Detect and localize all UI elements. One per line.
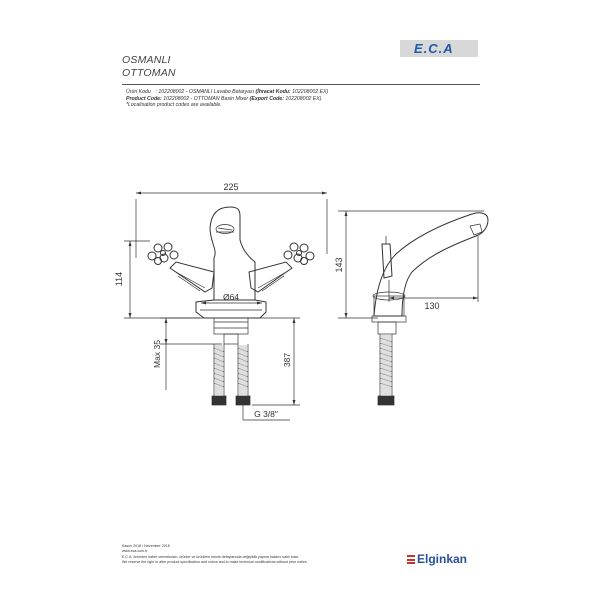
dim-height-body: 114 [114,271,124,287]
footer [122,544,308,566]
dim-thread: G 3/8" [254,409,278,419]
footer-website[interactable]: www.eca.com.tr [122,549,148,554]
dim-hose-length: 387 [282,352,292,368]
dim-diameter: Ø64 [222,292,240,302]
product-value: 102208002 - OTTOMAN Basin Mixer [163,95,249,102]
dim-spout-reach: 130 [424,301,440,311]
footer-note-tr: E.C.A. önceden haber vermeksizin, ürünler ve ürünlerin teknik detaylarında değişiklik yapma hakkını saklı tutar. [122,554,299,559]
export-value: 102208002 EX) [285,95,322,102]
elginkan-mark-icon [407,555,415,564]
dim-width-total: 225 [223,182,239,192]
ihracat-value: 102208002 EX) [292,89,329,95]
urun-value: : 102208002 - OSMANLI Lavabo Bataryası [155,89,255,95]
elginkan-brand-text: Elginkan [417,552,468,566]
urun-label: Ürün Kodu [126,89,151,95]
elginkan-logo [407,552,467,566]
product-title-tr: OSMANLI [122,54,171,66]
footer-date: Kasım 2018 / November 2018 [122,544,170,548]
side-view [338,211,488,405]
product-title-en: OTTOMAN [122,67,176,79]
export-label: (Export Code: [249,95,284,102]
localisation-note: *Localisation product codes are available. [126,102,222,109]
ihracat-label: (İhracat Kodu: [255,89,291,95]
eca-logo-text: E.C.A [414,41,454,56]
footer-note-en: We reserve the right to alter product specification and colors and to make technical modifications without prior notice. [122,560,308,565]
product-label: Product Code: [126,95,162,102]
dim-max-thickness: Max 35 [152,340,162,368]
front-view [124,192,327,421]
dim-side-height: 143 [334,257,344,273]
